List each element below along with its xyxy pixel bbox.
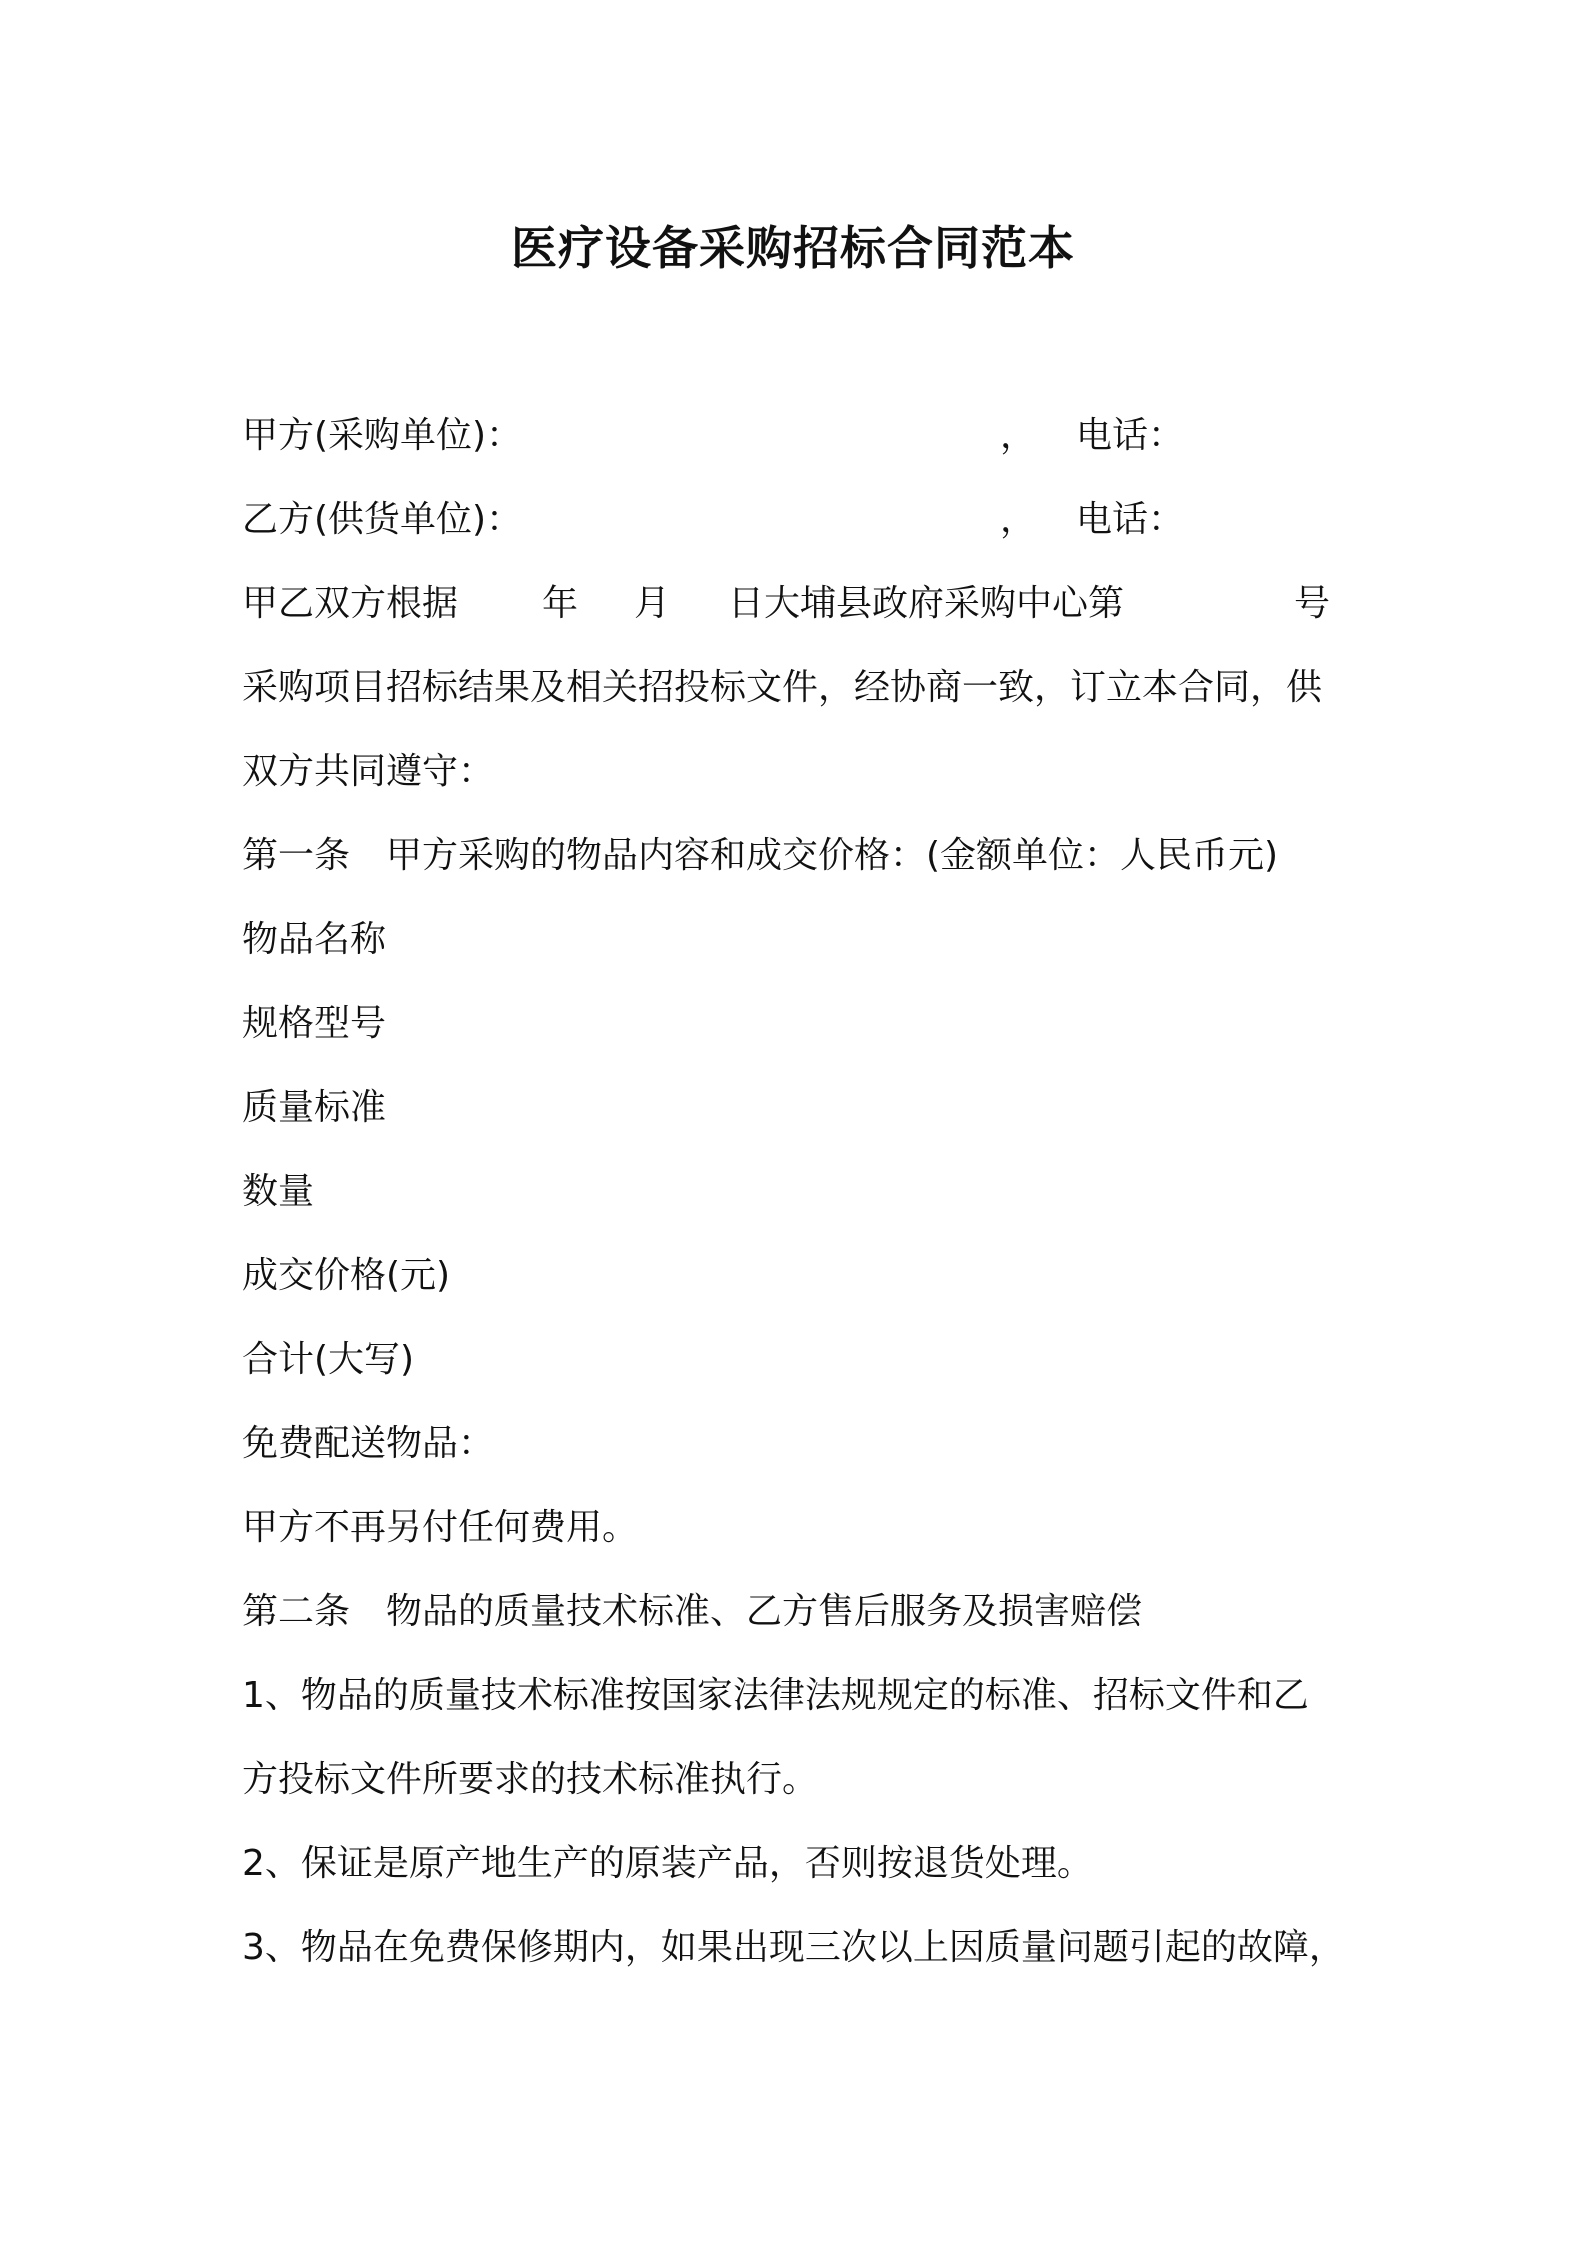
spec-model-label: 规格型号	[242, 1003, 387, 1044]
party-a-comma: ，	[1000, 415, 1037, 456]
deal-price-label: 成交价格(元)	[242, 1255, 451, 1296]
paragraph-line: 采购项目招标结果及相关招投标文件，经协商一致，订立本合同，供	[242, 667, 1323, 708]
basis-day-text: 日大埔县政府采购中心第	[728, 583, 1125, 624]
free-delivery-label: 免费配送物品：	[242, 1423, 495, 1464]
article-two-heading: 第二条 物品的质量技术标准、乙方售后服务及损害赔偿	[242, 1591, 1143, 1632]
paragraph-line: 双方共同遵守：	[242, 751, 495, 792]
quantity-label: 数量	[242, 1171, 315, 1212]
clause-one-line-2: 方投标文件所要求的技术标准执行。	[242, 1759, 819, 1800]
basis-prefix: 甲乙双方根据	[242, 583, 459, 624]
party-b-phone-label: 电话：	[1076, 499, 1185, 540]
basis-year: 年	[542, 583, 579, 624]
total-label: 合计(大写)	[242, 1339, 415, 1380]
party-b-label: 乙方(供货单位)：	[242, 499, 523, 540]
clause-three-line-1: 3、物品在免费保修期内，如果出现三次以上因质量问题引起的故障，	[242, 1927, 1345, 1968]
party-a-label: 甲方(采购单位)：	[242, 415, 523, 456]
party-b-comma: ，	[1000, 499, 1037, 540]
article-one-heading: 第一条 甲方采购的物品内容和成交价格：(金额单位：人民币元)	[242, 835, 1279, 876]
party-a-phone-label: 电话：	[1076, 415, 1185, 456]
clause-one-line-1: 1、物品的质量技术标准按国家法律法规规定的标准、招标文件和乙	[242, 1675, 1309, 1716]
basis-number: 号	[1294, 583, 1331, 624]
basis-month: 月	[634, 583, 671, 624]
quality-standard-label: 质量标准	[242, 1087, 387, 1128]
clause-two: 2、保证是原产地生产的原装产品，否则按退货处理。	[242, 1843, 1093, 1884]
paragraph-line: 甲方不再另付任何费用。	[242, 1507, 639, 1548]
document-title: 医疗设备采购招标合同范本	[511, 221, 1075, 275]
item-name-label: 物品名称	[242, 919, 387, 960]
